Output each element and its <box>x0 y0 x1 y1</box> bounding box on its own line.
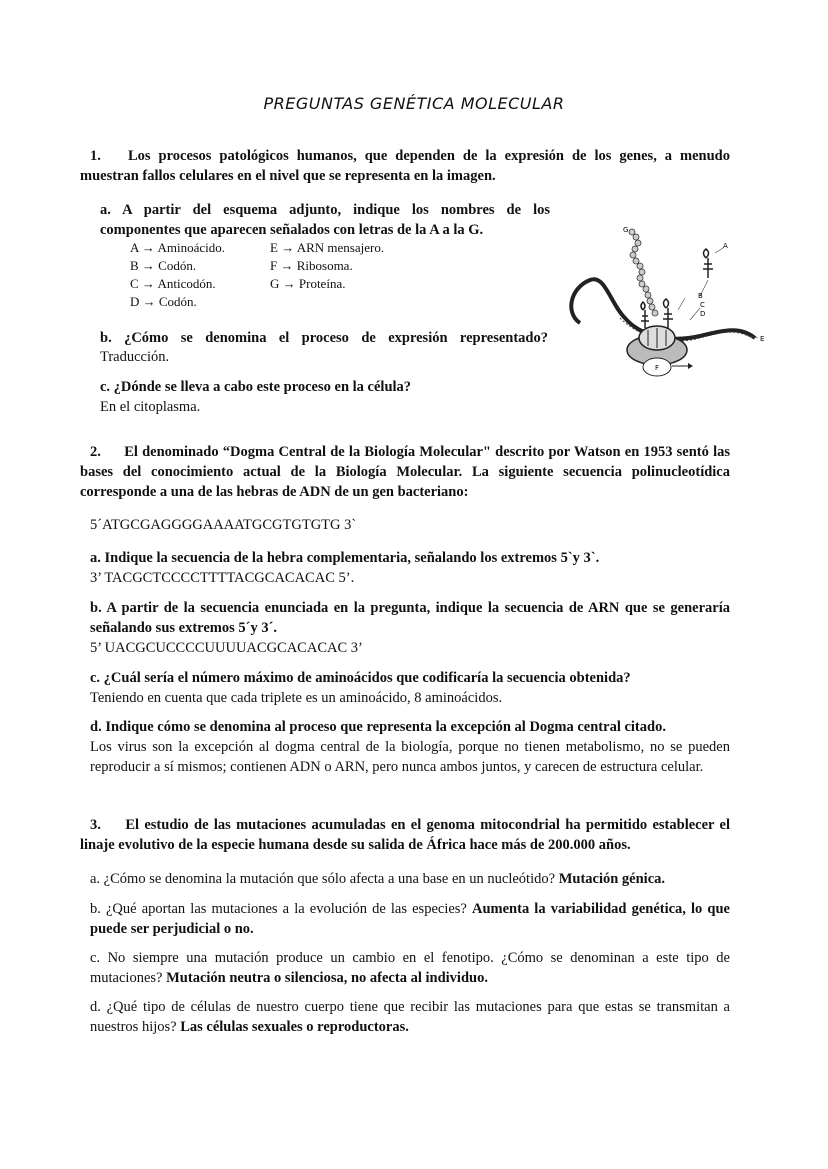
q1a-question-line1: a. A partir del esquema adjunto, indique los nombres de los <box>100 202 550 218</box>
q3c <box>90 948 730 988</box>
q2b-answer: 5’ UACGCUCCCCUUUUACGCACACAC 3’ <box>90 640 363 656</box>
q3c-question: c. No siempre una mutación produce un cambio en el fenotipo. ¿Cómo se denominan a este tipo de mutaciones? <box>90 950 730 986</box>
q1-number: 1. <box>90 148 101 164</box>
label-b: B <box>698 292 703 300</box>
q2-sequence: 5´ATGCGAGGGGAAAATGCGTGTGTG 3` <box>90 517 357 533</box>
q2-text: El denominado “Dogma Central de la Biología Molecular" descrito por Watson en 1953 sentó las bases del conocimiento actual de la Biología Molecular. La siguiente secuencia polinucleotídica corresponde a una de las hebras de ADN de un gen bacteriano: <box>80 444 730 500</box>
page-title: PREGUNTAS GENÉTICA MOLECULAR <box>263 94 565 113</box>
q2a-question: a. Indique la secuencia de la hebra complementaria, señalando los extremos 5`y 3`. <box>90 550 600 566</box>
label-f: F <box>654 364 660 372</box>
q3a <box>90 869 665 889</box>
q3c-answer: Mutación neutra o silenciosa, no afecta al individuo. <box>166 970 488 986</box>
q3-statement <box>80 815 730 855</box>
q3d-question: d. ¿Qué tipo de células de nuestro cuerpo tiene que recibir las mutaciones para que estas se transmitan a nuestros hijos? <box>90 999 730 1035</box>
q3b-question: b. ¿Qué aportan las mutaciones a la evolución de las especies? <box>90 901 467 917</box>
q1a-item-g: G → Proteína. <box>270 276 346 291</box>
q2b-question: b. A partir de la secuencia enunciada en la pregunta, indique la secuencia de ARN que se generaría señalando sus extremos 5´y 3´. <box>90 600 730 636</box>
label-e: E <box>760 335 765 343</box>
q2a-answer: 3’ TACGCTCCCCTTTTACGCACACAC 5’. <box>90 570 355 586</box>
q1c-answer: En el citoplasma. <box>100 399 201 415</box>
label-g: G <box>623 226 629 234</box>
label-c: C <box>700 301 705 309</box>
q1a-item-e: E → ARN mensajero. <box>270 240 385 255</box>
q1-statement <box>80 146 730 186</box>
q1-text: Los procesos patológicos humanos, que dependen de la expresión de los genes, a menudo muestran fallos celulares en el nivel que se representa en la imagen. <box>80 148 731 184</box>
q1b-question: b. ¿Cómo se denomina el proceso de expresión representado? <box>100 330 548 346</box>
translation-diagram <box>560 218 770 388</box>
q3a-question: a. ¿Cómo se denomina la mutación que sólo afecta a una base en un nucleótido? <box>90 871 556 887</box>
label-d: D <box>700 310 706 318</box>
q1a-item-f: F → Ribosoma. <box>270 258 353 273</box>
q1a-item-b: B → Codón. <box>130 258 197 273</box>
q3d <box>90 997 730 1037</box>
q1a-left-list <box>130 239 225 311</box>
q3a-answer: Mutación génica. <box>558 871 666 887</box>
q1b-answer: Traducción. <box>100 349 170 365</box>
q3b <box>90 899 730 939</box>
q1a-item-a: A → Aminoácido. <box>130 240 225 255</box>
q1a-item-d: D → Codón. <box>130 294 197 309</box>
q2d-answer: Los virus son la excepción al dogma central de la biología, porque no tienen metabolismo, no se pueden reproducir a sí mismos; contienen ADN o ARN, pero nunca ambos juntos, y carecen de estructura celular. <box>90 739 730 775</box>
label-a: A <box>723 242 728 250</box>
q1a-right-list <box>270 239 384 293</box>
q1a-item-c: C → Anticodón. <box>130 276 216 291</box>
q2-number: 2. <box>90 444 101 460</box>
q1c-question: c. ¿Dónde se lleva a cabo este proceso en la célula? <box>100 379 412 395</box>
q2c-answer: Teniendo en cuenta que cada triplete es un aminoácido, 8 aminoácidos. <box>90 690 503 706</box>
q3d-answer: Las células sexuales o reproductoras. <box>180 1019 409 1035</box>
q3-number: 3. <box>90 817 101 833</box>
q3-text: El estudio de las mutaciones acumuladas en el genoma mitocondrial ha permitido establecer el linaje evolutivo de la especie humana desde su salida de África hace más de 200.000 años. <box>80 817 730 853</box>
q2d-question: d. Indique cómo se denomina al proceso que representa la excepción al Dogma central citado. <box>90 719 666 735</box>
q3b-answer: Aumenta la variabilidad genética, lo que puede ser perjudicial o no. <box>90 901 730 937</box>
q1a-question-line2: componentes que aparecen señalados con letras de la A a la G. <box>100 222 484 238</box>
q2-statement <box>80 442 730 502</box>
q2c-question: c. ¿Cuál sería el número máximo de aminoácidos que codificaría la secuencia obtenida? <box>90 670 631 686</box>
